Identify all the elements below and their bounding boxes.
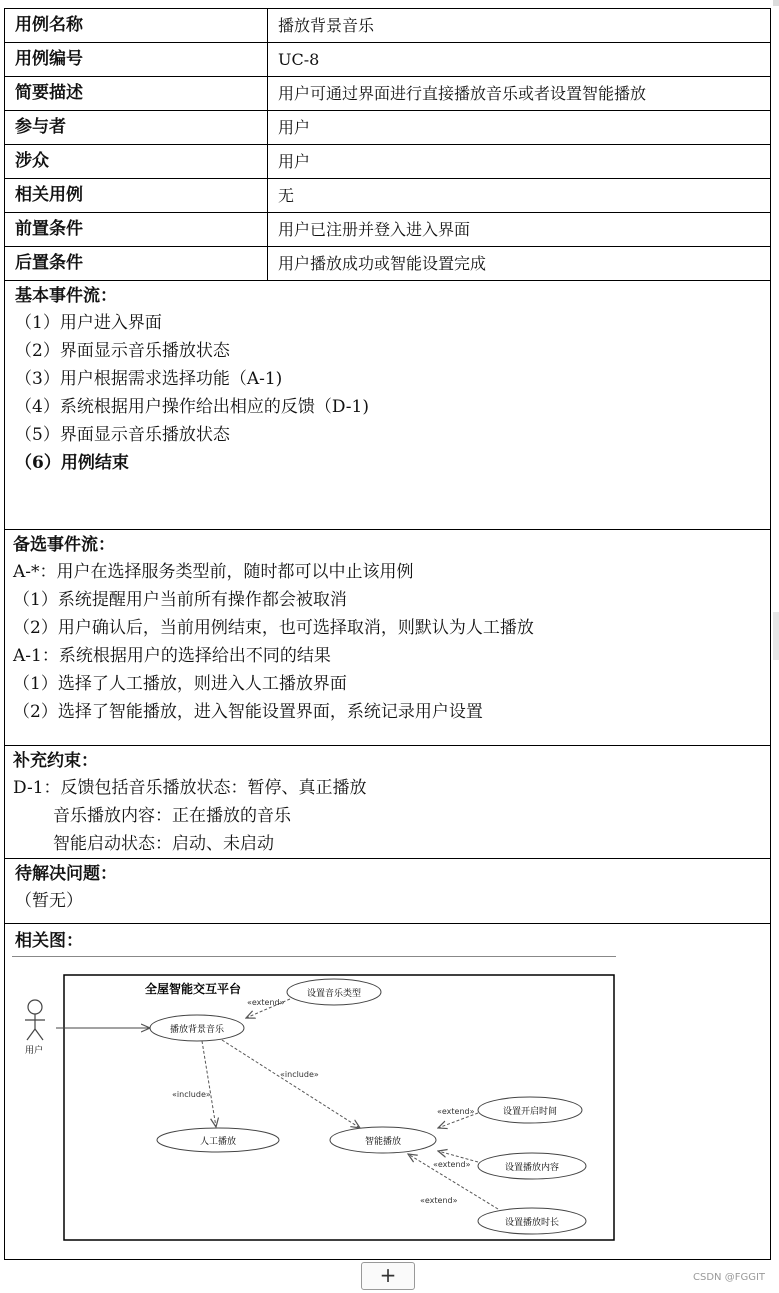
row-label: 后置条件 [5, 247, 268, 280]
divider [12, 956, 616, 957]
row-value: 用户 [278, 118, 311, 137]
row-label: 涉众 [5, 145, 268, 178]
row-label: 参与者 [5, 111, 268, 144]
alt-flow-item: A-*：用户在选择服务类型前，随时都可以中止该用例 [13, 562, 414, 582]
extend-label: «extend» [247, 998, 285, 1007]
constraints-section [5, 746, 770, 859]
row-use-case-id [5, 43, 770, 77]
row-brief-description [5, 77, 770, 111]
row-label: 相关用例 [5, 179, 268, 212]
row-related-use-case [5, 179, 770, 213]
row-label: 用例名称 [5, 9, 268, 42]
row-label: 用例编号 [5, 43, 268, 76]
row-value: 播放背景音乐 [278, 16, 375, 35]
row-value: 用户播放成功或智能设置完成 [278, 254, 487, 273]
constraint-item: D-1：反馈包括音乐播放状态：暂停、真正播放 [13, 778, 367, 798]
extend-label: «extend» [433, 1160, 471, 1169]
use-case-label: 设置开启时间 [502, 1107, 558, 1117]
alt-flow-item: （1）系统提醒用户当前所有操作都会被取消 [13, 590, 347, 610]
section-title: 补充约束： [13, 751, 98, 771]
alt-flow-item: A-1：系统根据用户的选择给出不同的结果 [13, 646, 331, 666]
actor-user [25, 1000, 45, 1040]
system-title: 全屋智能交互平台 [145, 982, 242, 996]
use-case-label: 设置播放内容 [504, 1163, 560, 1173]
extend-label: «extend» [437, 1107, 475, 1116]
use-case-label: 播放背景音乐 [169, 1025, 225, 1035]
row-label: 前置条件 [5, 213, 268, 246]
row-postcondition [5, 247, 770, 281]
section-title: 相关图： [15, 931, 83, 951]
use-case-manual [157, 1128, 279, 1152]
scroll-edge [773, 0, 779, 6]
section-title: 备选事件流： [13, 535, 115, 555]
row-value: UC-8 [278, 50, 320, 69]
flow-step: （2）界面显示音乐播放状态 [15, 341, 230, 361]
row-value: 无 [278, 186, 295, 205]
alt-flow-item: （2）用户确认后，当前用例结束，也可选择取消，则默认为人工播放 [13, 618, 534, 638]
alt-flow-section [5, 530, 770, 746]
include-label: «include» [280, 1070, 319, 1079]
include-label: «include» [172, 1090, 211, 1099]
section-title: 待解决问题： [15, 864, 117, 884]
use-case-label: 设置播放时长 [504, 1218, 560, 1228]
use-case-start-time [478, 1097, 582, 1123]
alt-flow-item: （1）选择了人工播放，则进入人工播放界面 [13, 674, 347, 694]
use-case-smart [330, 1127, 436, 1153]
section-title: 基本事件流： [15, 286, 117, 306]
constraint-item: 音乐播放内容：正在播放的音乐 [53, 806, 291, 826]
watermark: CSDN @FGGIT [693, 1272, 765, 1283]
use-case-diagram [12, 958, 616, 1242]
use-case-type [287, 979, 381, 1005]
use-case-label: 人工播放 [199, 1137, 237, 1147]
alt-flow-item: （2）选择了智能播放，进入智能设置界面，系统记录用户设置 [13, 702, 483, 722]
row-label: 简要描述 [5, 77, 268, 110]
actor-label: 用户 [25, 1046, 44, 1056]
row-participant [5, 111, 770, 145]
row-precondition [5, 213, 770, 247]
row-value: 用户已注册并登入进入界面 [278, 220, 471, 239]
add-button[interactable]: + [361, 1262, 415, 1290]
flow-step: （4）系统根据用户操作给出相应的反馈（D-1) [15, 397, 369, 417]
pending-item: （暂无） [15, 891, 83, 911]
use-case-duration [478, 1208, 586, 1234]
flow-step: （5）界面显示音乐播放状态 [15, 425, 230, 445]
use-case-play [150, 1015, 244, 1041]
basic-flow-section [5, 281, 770, 530]
constraint-item: 智能启动状态：启动、未启动 [53, 834, 274, 854]
flow-step: （1）用户进入界面 [15, 313, 162, 333]
row-value: 用户可通过界面进行直接播放音乐或者设置智能播放 [278, 84, 647, 103]
flow-step: （6）用例结束 [15, 453, 129, 473]
use-case-content [478, 1153, 586, 1179]
use-case-label: 设置音乐类型 [306, 989, 362, 999]
flow-step: （3）用户根据需求选择功能（A-1) [15, 369, 283, 389]
row-value: 用户 [278, 152, 311, 171]
extend-label: «extend» [420, 1196, 458, 1205]
row-use-case-name [5, 9, 770, 43]
row-stakeholder [5, 145, 770, 179]
use-case-label: 智能播放 [364, 1137, 402, 1147]
pending-issues-section [5, 859, 770, 924]
scroll-edge [773, 612, 779, 660]
